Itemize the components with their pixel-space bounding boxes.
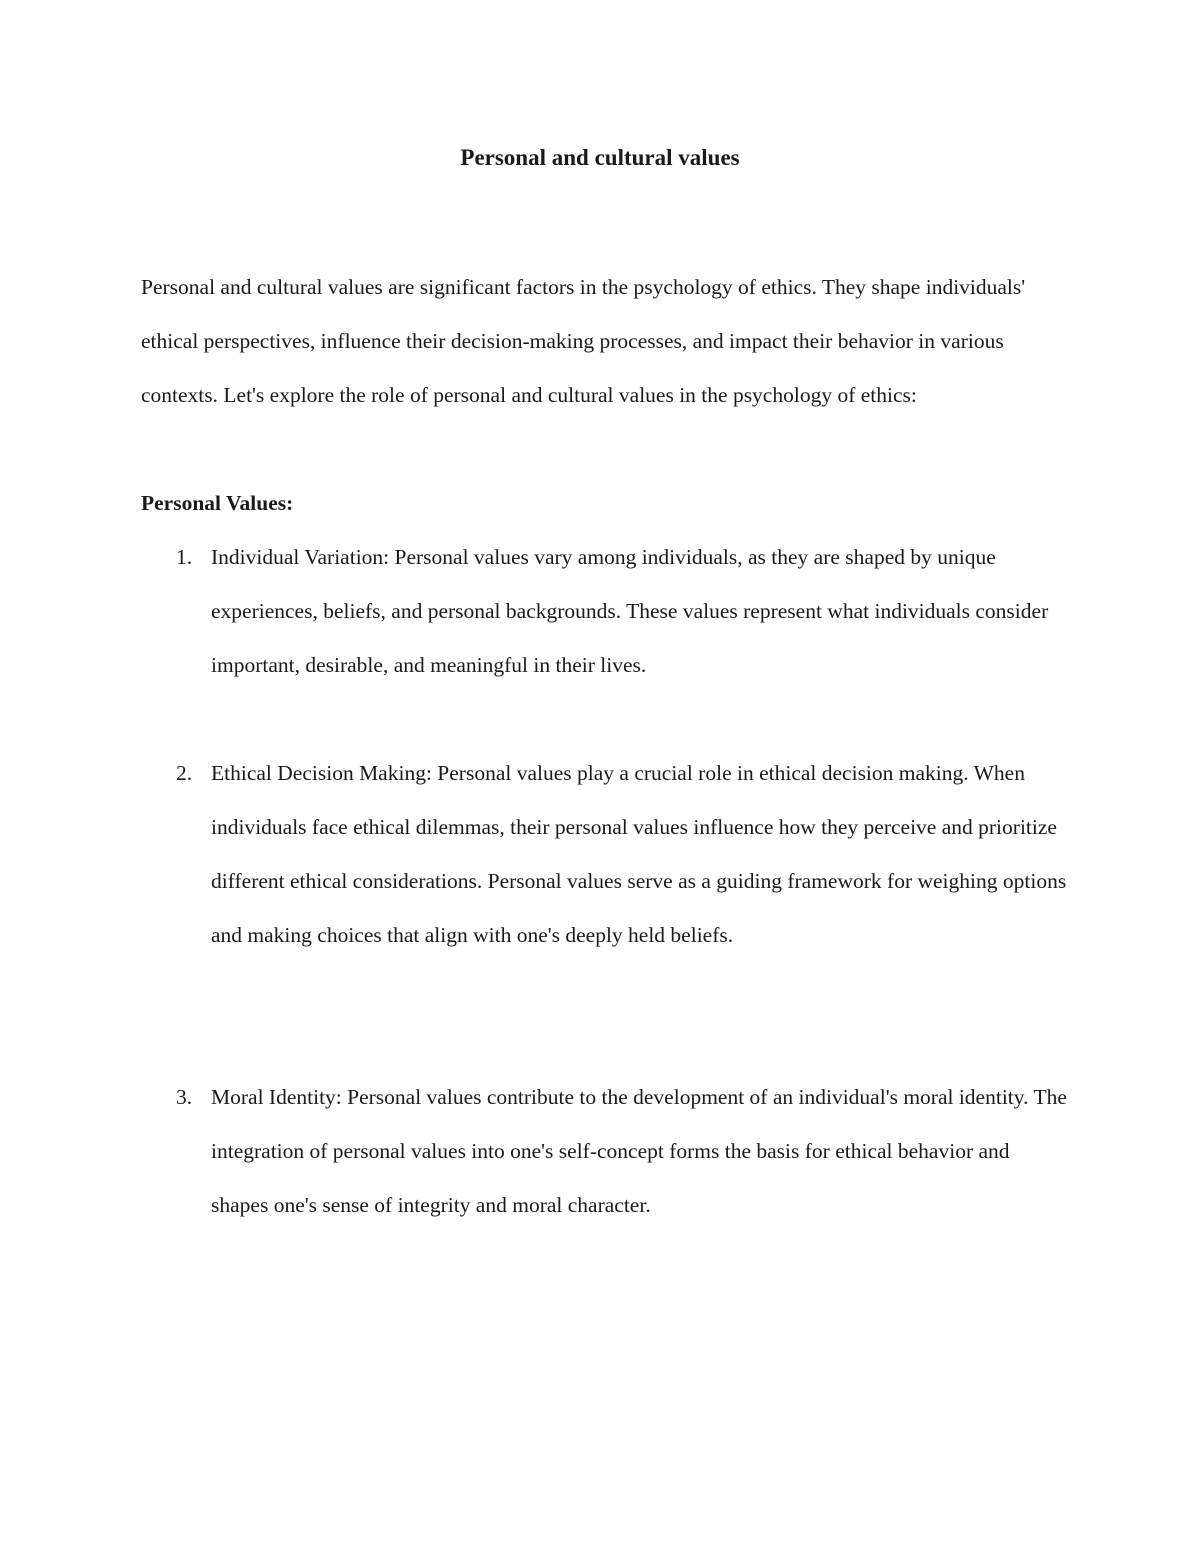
document-title: Personal and cultural values — [460, 145, 740, 170]
list-item-text: Moral Identity: Personal values contribute to the development of an individual's moral identity. The integration of personal values into one's self-concept forms the basis for ethical behavior and shapes one's sense of integrity and moral character. — [211, 1085, 1067, 1217]
section-heading: Personal Values: — [141, 491, 294, 515]
intro-paragraph: Personal and cultural values are significant factors in the psychology of ethics. They shape individuals' ethical perspectives, influence their decision-making processes, and impact their behavior in various contexts. Let's explore the role of personal and cultural values in the psychology of ethics: — [141, 275, 1026, 407]
list-item-text: Individual Variation: Personal values vary among individuals, as they are shaped by unique experiences, beliefs, and personal backgrounds. These values represent what individuals consider important, desirable, and meaningful in their lives. — [211, 545, 1049, 677]
list-item-text: Ethical Decision Making: Personal values play a crucial role in ethical decision making. When individuals face ethical dilemmas, their personal values influence how they perceive and prioritize different ethical considerations. Personal values serve as a guiding framework for weighing options and making choices that align with one's deeply held beliefs. — [211, 761, 1067, 947]
list-item-number: 2. — [176, 761, 193, 785]
list-item-number: 3. — [176, 1085, 193, 1109]
list-item-number: 1. — [176, 545, 193, 569]
